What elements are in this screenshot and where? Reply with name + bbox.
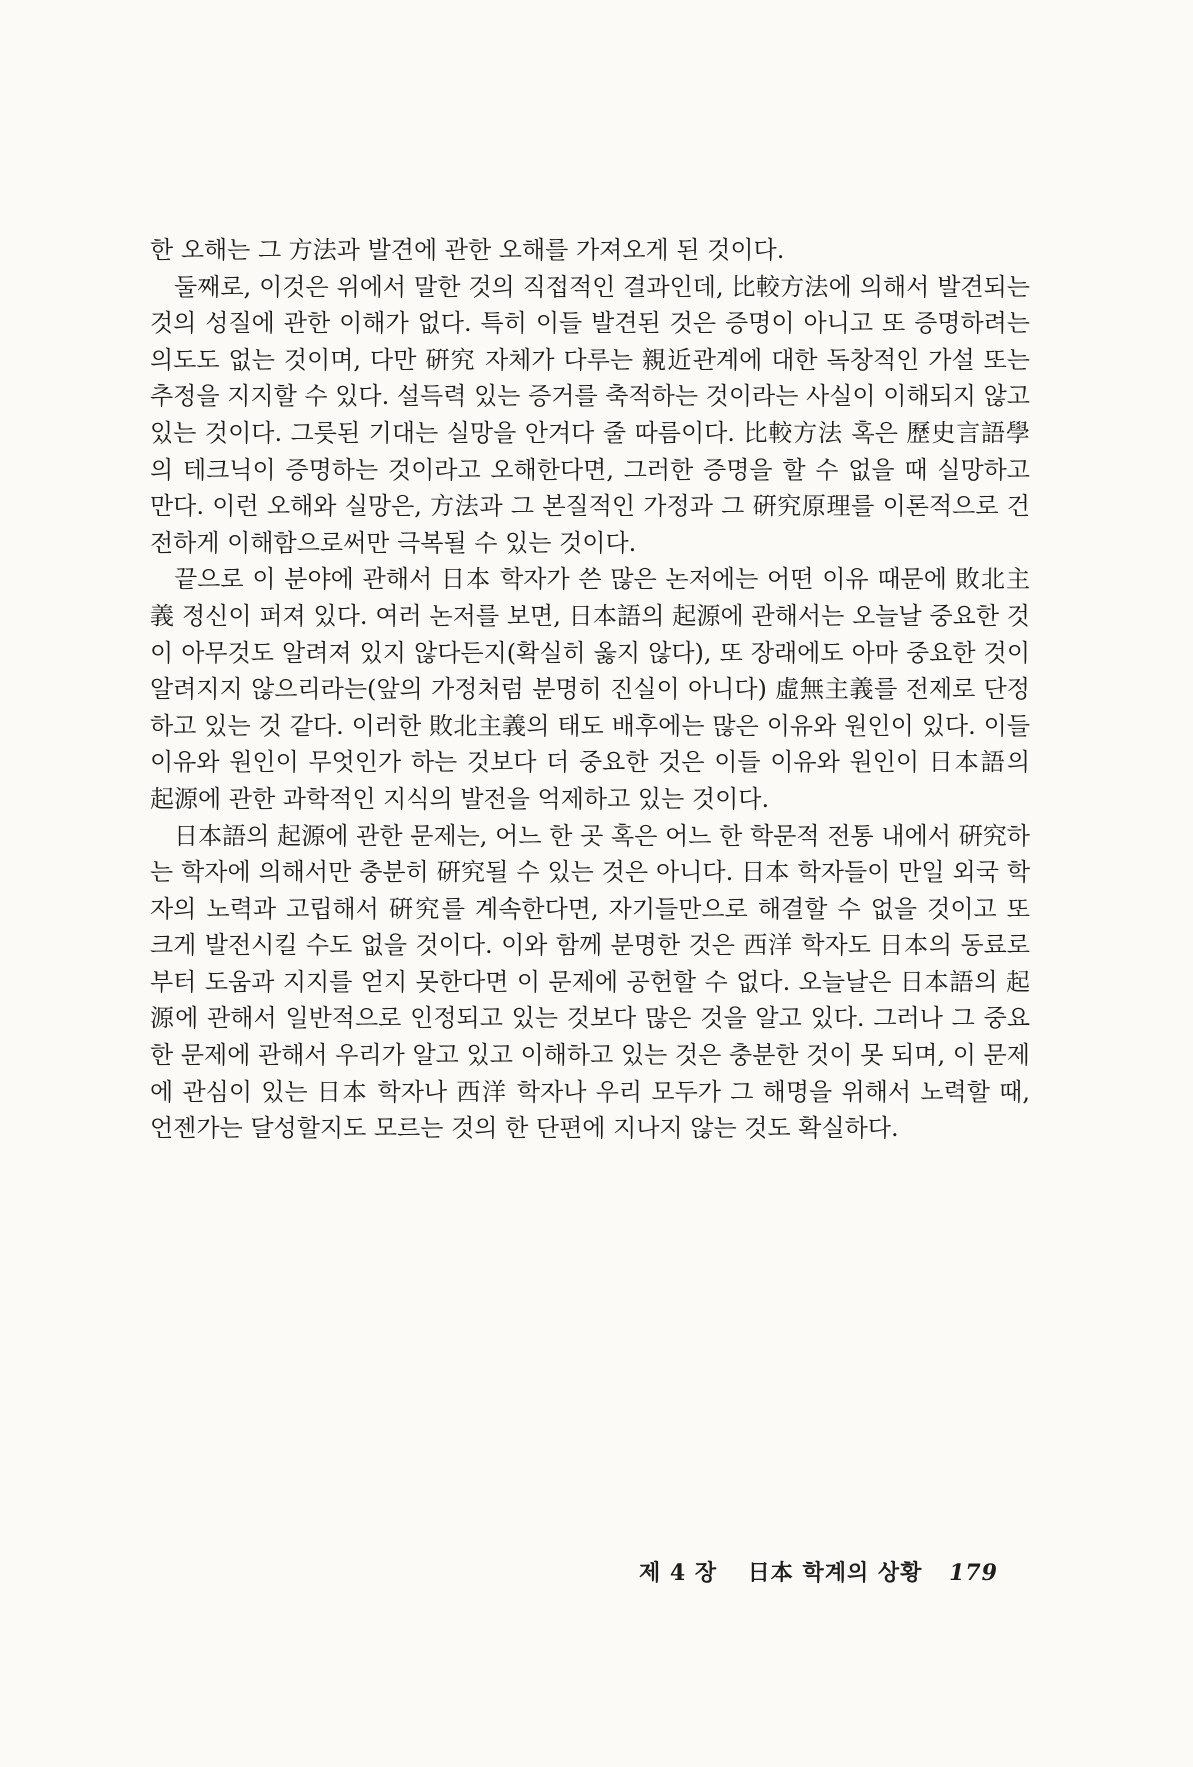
- paragraph-2: 둘째로, 이것은 위에서 말한 것의 직접적인 결과인데, 比較方法에 의해서 발견되는 것의 성질에 관한 이해가 없다. 특히 이들 발견된 것은 증명이 아니고 또 증명하려는 의도도 없는 것이며, 다만 硏究 자체가 다루는 親近관계에 대한 독창적인 가설 또는 추정을 지지할 수 있다. 설득력 있는 증거를 축적하는 것이라는 사실이 이해되지 않고 있는 것이다. 그릇된 기대는 실망을 안겨다 줄 따름이다. 比較方法 혹은 歷史言語學의 테크닉이 증명하는 것이라고 오해한다면, 그러한 증명을 할 수 없을 때 실망하고 만다. 이런 오해와 실망은, 方法과 그 본질적인 가정과 그 硏究原理를 이론적으로 건전하게 이해함으로써만 극복될 수 있는 것이다.: [150, 272, 1030, 557]
- paragraph-3: 끝으로 이 분야에 관해서 日本 학자가 쓴 많은 논저에는 어떤 이유 때문에 敗北主義 정신이 퍼져 있다. 여러 논저를 보면, 日本語의 起源에 관해서는 오늘날 중요한 것이 아무것도 알려져 있지 않다든지(확실히 옳지 않다), 또 장래에도 아마 중요한 것이 알려지지 않으리라는(앞의 가정처럼 분명히 진실이 아니다) 虛無主義를 전제로 단정하고 있는 것 같다. 이러한 敗北主義의 태도 배후에는 많은 이유와 원인이 있다. 이들 이유와 원인이 무엇인가 하는 것보다 더 중요한 것은 이들 이유와 원인이 日本語의 起源에 관한 과학적인 지식의 발전을 억제하고 있는 것이다.: [150, 565, 1030, 813]
- page-number: 179: [949, 1560, 998, 1586]
- chapter-title: 日本 학계의 상황: [747, 1560, 923, 1586]
- chapter-label: 제 4 장: [638, 1560, 718, 1586]
- paragraph-4: 日本語의 起源에 관한 문제는, 어느 한 곳 혹은 어느 한 학문적 전통 내에서 硏究하는 학자에 의해서만 충분히 硏究될 수 있는 것은 아니다. 日本 학자들이 만일 외국 학자의 노력과 고립해서 硏究를 계속한다면, 자기들만으로 해결할 수 없을 것이고 또 크게 발전시킬 수도 없을 것이다. 이와 함께 분명한 것은 西洋 학자도 日本의 동료로부터 도움과 지지를 얻지 못한다면 이 문제에 공헌할 수 없다. 오늘날은 日本語의 起源에 관해서 일반적으로 인정되고 있는 것보다 많은 것을 알고 있다. 그러나 그 중요한 문제에 관해서 우리가 알고 있고 이해하고 있는 것은 충분한 것이 못 되며, 이 문제에 관심이 있는 日本 학자나 西洋 학자나 우리 모두가 그 해명을 위해서 노력할 때, 언젠가는 달성할지도 모르는 것의 한 단편에 지나지 않는 것도 확실하다.: [150, 821, 1030, 1143]
- paragraph-1: 한 오해는 그 方法과 발견에 관한 오해를 가져오게 된 것이다.: [150, 236, 785, 264]
- body-text: [150, 232, 1030, 1147]
- running-footer: [639, 1556, 998, 1587]
